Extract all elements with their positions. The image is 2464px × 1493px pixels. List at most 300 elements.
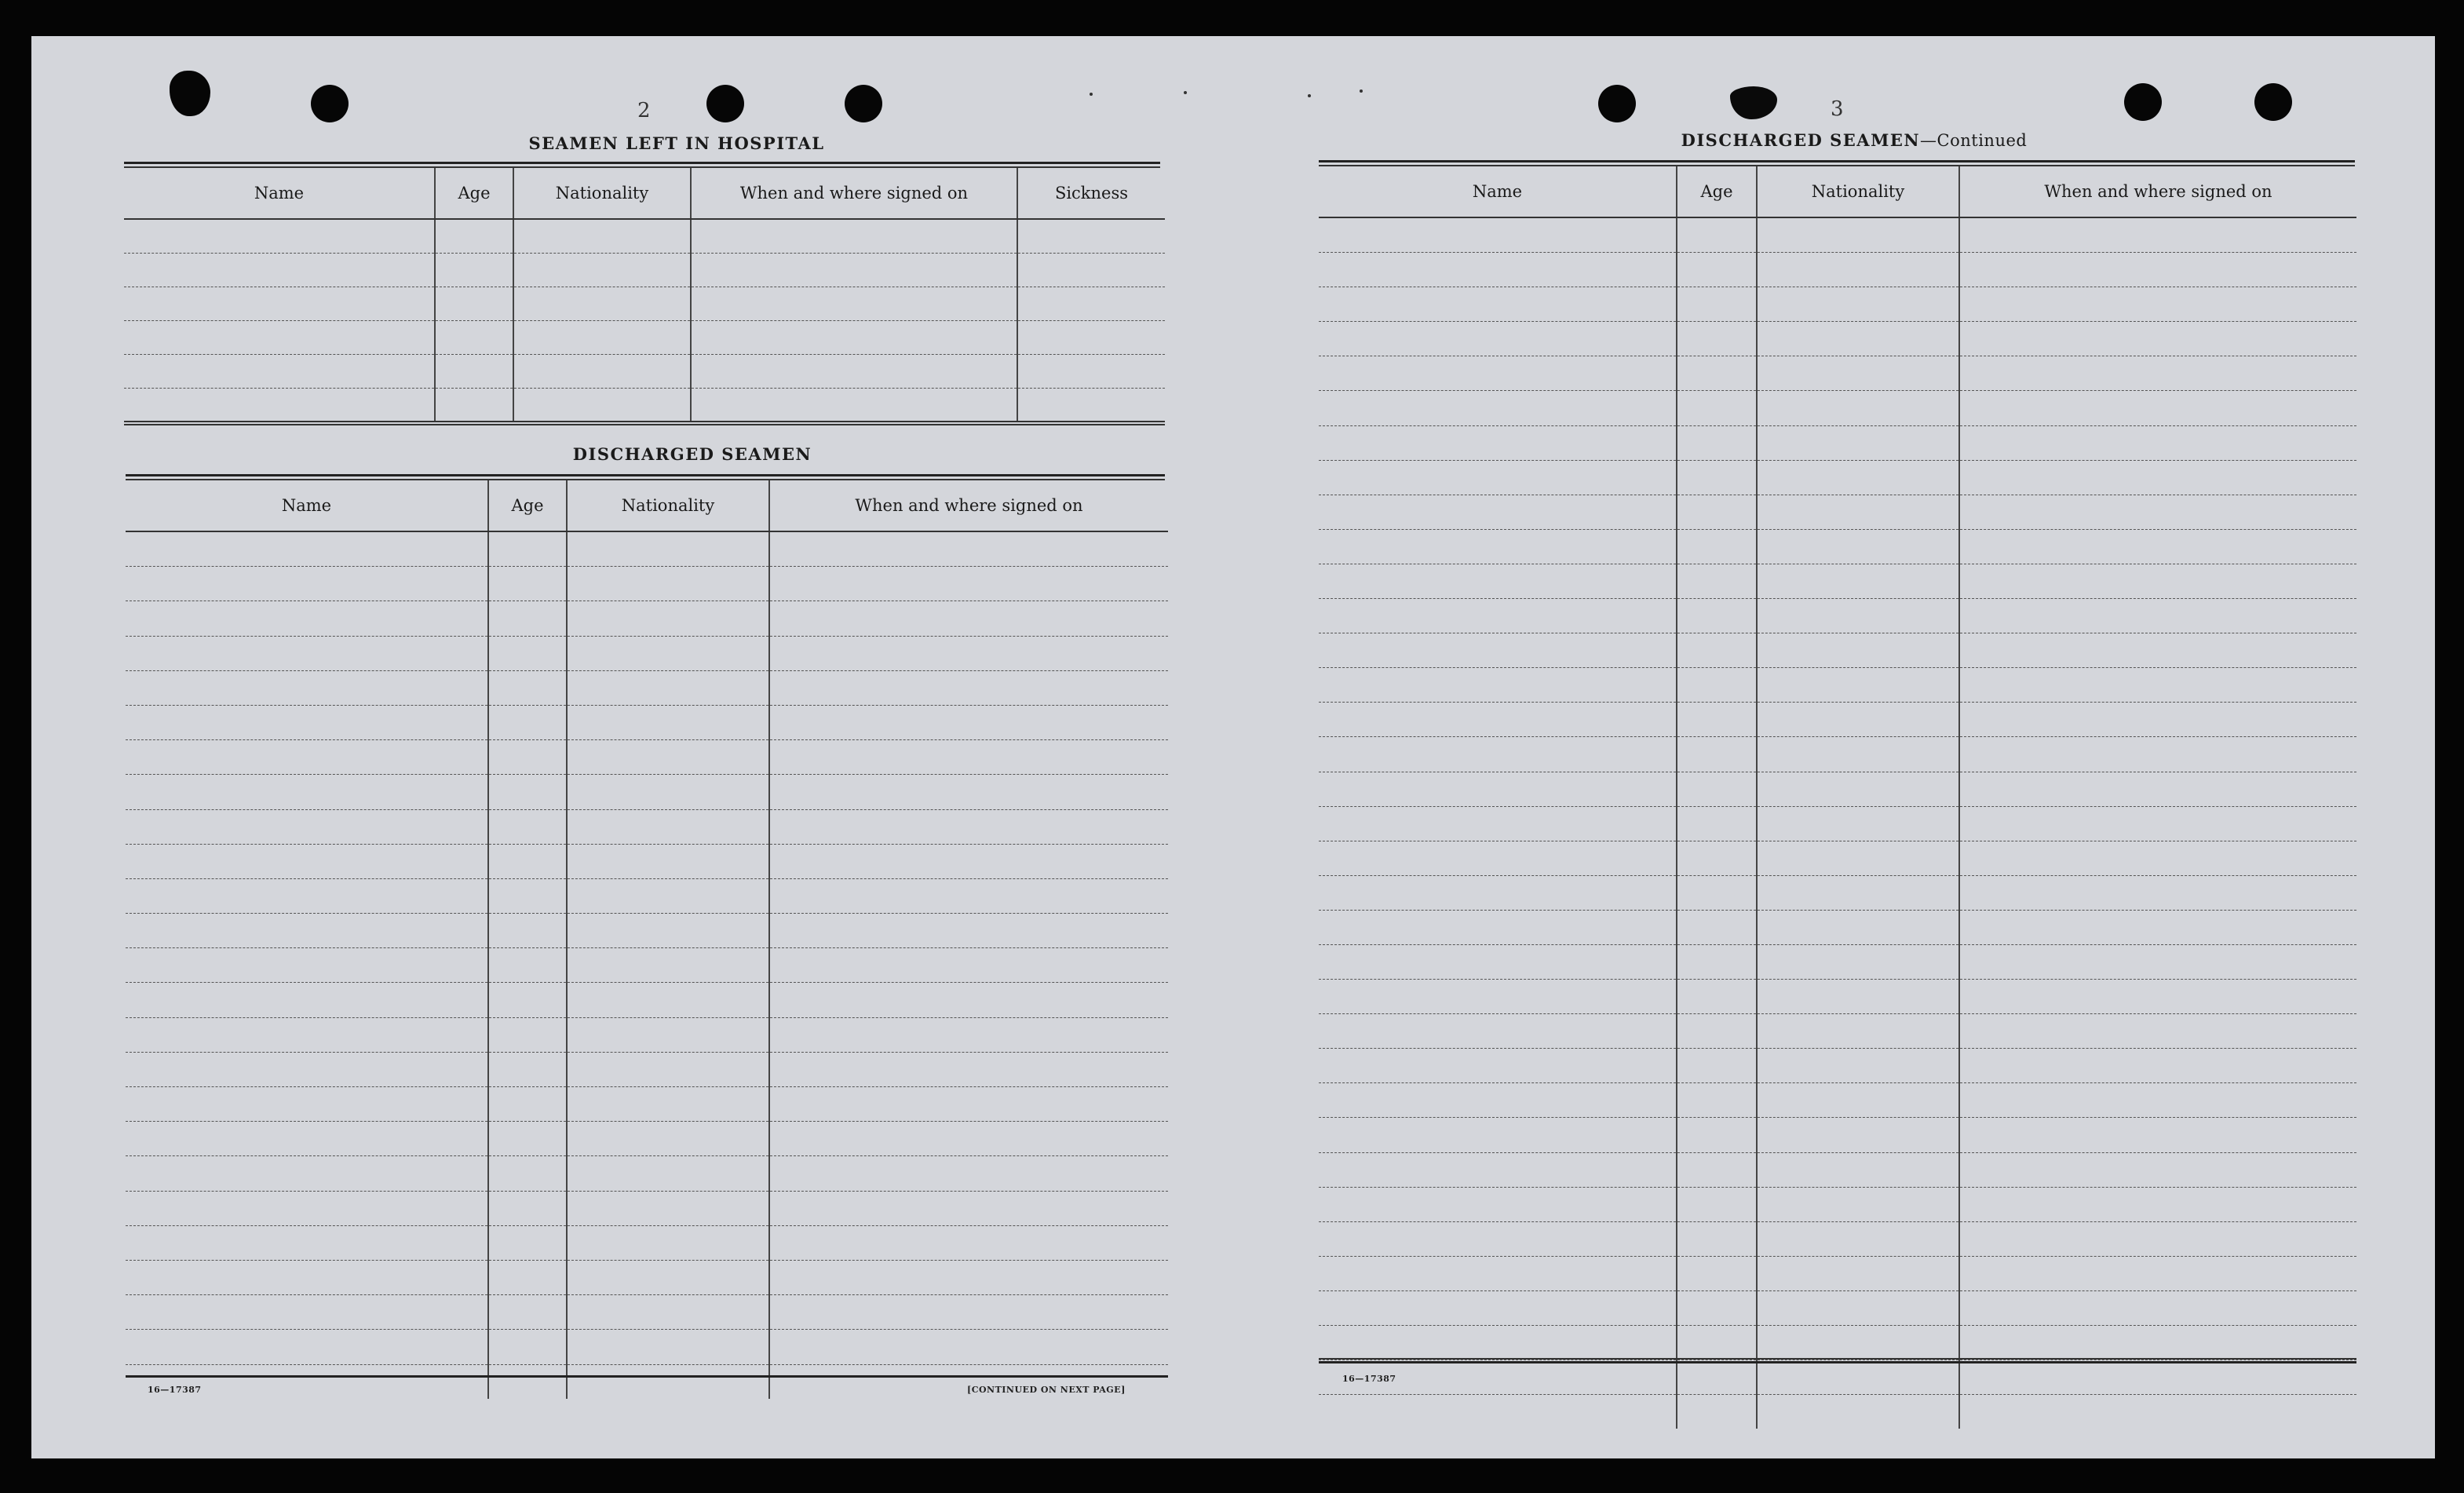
table-cell [488, 914, 567, 948]
table-cell [1319, 1014, 1677, 1049]
table-row [126, 1156, 1168, 1191]
table-cell [769, 914, 1168, 948]
table-cell [567, 1225, 769, 1260]
table-cell [488, 1052, 567, 1086]
table-cell [1319, 287, 1677, 322]
table-cell [1319, 944, 1677, 979]
table-cell [1959, 841, 2356, 875]
table-cell [513, 219, 691, 254]
table-cell [435, 219, 513, 254]
table-row [1319, 322, 2356, 356]
table-cell [1959, 1152, 2356, 1187]
table-cell [1677, 1221, 1757, 1256]
table-cell [1017, 287, 1165, 321]
page-number: 2 [637, 99, 651, 122]
table-cell [769, 1225, 1168, 1260]
table-cell [1319, 217, 1677, 253]
table-cell [126, 1087, 488, 1122]
table-row [126, 983, 1168, 1017]
table-cell [1959, 322, 2356, 356]
table-row [126, 775, 1168, 809]
table-row [126, 914, 1168, 948]
table-cell [1319, 1187, 1677, 1221]
table-cell [769, 809, 1168, 844]
table-cell [1677, 495, 1757, 529]
table-cell [567, 983, 769, 1017]
table-cell [126, 775, 488, 809]
punch-hole [1598, 85, 1636, 122]
discharged-continued-table [1319, 166, 2356, 1429]
table-cell [1959, 633, 2356, 668]
table-cell [488, 844, 567, 878]
table-cell [1017, 355, 1165, 389]
table-row [126, 1260, 1168, 1294]
table-cell [1959, 875, 2356, 910]
table-cell [1677, 944, 1757, 979]
table-cell [513, 254, 691, 287]
table-cell [1319, 322, 1677, 356]
table-cell [126, 948, 488, 983]
table-cell [1677, 772, 1757, 806]
table-row [1319, 460, 2356, 495]
table-row [1319, 1049, 2356, 1083]
table-row [1319, 875, 2356, 910]
table-cell [1677, 356, 1757, 391]
table-cell [769, 878, 1168, 913]
table-cell [126, 1017, 488, 1052]
table-cell [567, 1364, 769, 1399]
column-header-age: Age [435, 168, 513, 219]
table-row [1319, 495, 2356, 529]
table-row [1319, 772, 2356, 806]
table-row [1319, 599, 2356, 633]
column-header-name: Name [124, 168, 435, 219]
table-cell [769, 844, 1168, 878]
table-cell [1677, 841, 1757, 875]
table-cell [1319, 1256, 1677, 1290]
table-cell [1319, 564, 1677, 598]
table-cell [126, 809, 488, 844]
table-cell [1757, 287, 1959, 322]
table-cell [567, 1087, 769, 1122]
table-row [1319, 1187, 2356, 1221]
table-cell [1017, 321, 1165, 355]
table-cell [1959, 1221, 2356, 1256]
table-cell [124, 254, 435, 287]
table-cell [1757, 1014, 1959, 1049]
rule [1319, 1361, 2356, 1363]
table-cell [567, 740, 769, 775]
table-cell [488, 1225, 567, 1260]
table-row [1319, 1395, 2356, 1429]
table-cell [1757, 1326, 1959, 1360]
table-cell [769, 1260, 1168, 1294]
table-cell [567, 1017, 769, 1052]
table-cell [435, 287, 513, 321]
punch-hole [170, 71, 210, 116]
table-header-row [126, 480, 1168, 531]
table-cell [769, 567, 1168, 601]
discharged-table [126, 480, 1168, 1399]
table-cell [769, 1156, 1168, 1191]
table-cell [435, 389, 513, 422]
table-cell [1677, 217, 1757, 253]
table-row [126, 1122, 1168, 1156]
table-cell [1959, 425, 2356, 460]
table-cell [1757, 944, 1959, 979]
column-header-age: Age [488, 480, 567, 531]
section-title-discharged: DISCHARGED SEAMEN [572, 444, 812, 464]
table-row [126, 740, 1168, 775]
table-cell [1757, 980, 1959, 1014]
table-row [1319, 668, 2356, 703]
table-cell [769, 601, 1168, 636]
table-row [1319, 391, 2356, 425]
table-row [1319, 287, 2356, 322]
table-cell [567, 844, 769, 878]
table-cell [769, 636, 1168, 670]
table-row [124, 287, 1165, 321]
table-cell [769, 1087, 1168, 1122]
table-cell [1677, 1256, 1757, 1290]
table-cell [124, 321, 435, 355]
table-row [1319, 1221, 2356, 1256]
table-cell [1959, 356, 2356, 391]
table-cell [1757, 356, 1959, 391]
table-cell [126, 914, 488, 948]
table-cell [1757, 391, 1959, 425]
table-cell [1959, 495, 2356, 529]
section-title-discharged-continued [1540, 130, 2168, 150]
section-title-suffix: —Continued [1920, 131, 2028, 150]
table-row [1319, 980, 2356, 1014]
table-cell [1677, 806, 1757, 841]
table-cell [567, 914, 769, 948]
table-cell [124, 355, 435, 389]
table-row [1319, 703, 2356, 737]
table-cell [126, 1295, 488, 1330]
table-row [1319, 1083, 2356, 1118]
table-cell [567, 878, 769, 913]
table-cell [567, 809, 769, 844]
table-cell [567, 1260, 769, 1294]
table-cell [769, 1122, 1168, 1156]
hospital-table-body [124, 219, 1165, 422]
table-cell [1677, 287, 1757, 322]
table-cell [488, 740, 567, 775]
table-row [126, 1087, 1168, 1122]
table-cell [769, 948, 1168, 983]
table-cell [1319, 391, 1677, 425]
table-cell [567, 636, 769, 670]
table-cell [513, 321, 691, 355]
table-row [124, 355, 1165, 389]
table-header-row [1319, 166, 2356, 217]
table-cell [1677, 980, 1757, 1014]
table-cell [1757, 772, 1959, 806]
table-row [1319, 910, 2356, 944]
table-row [1319, 217, 2356, 253]
table-cell [1677, 1326, 1757, 1360]
table-cell [1319, 668, 1677, 703]
table-cell [1757, 1118, 1959, 1152]
table-cell [1319, 1326, 1677, 1360]
table-cell [488, 1260, 567, 1294]
table-row [126, 1295, 1168, 1330]
table-row [124, 219, 1165, 254]
speck [1090, 93, 1093, 96]
table-cell [488, 705, 567, 739]
rule [126, 474, 1165, 476]
table-cell [126, 601, 488, 636]
table-cell [1959, 1256, 2356, 1290]
table-cell [1319, 806, 1677, 841]
table-cell [1959, 737, 2356, 772]
table-cell [1017, 254, 1165, 287]
table-cell [1677, 1360, 1757, 1395]
table-cell [769, 531, 1168, 567]
table-cell [1319, 772, 1677, 806]
table-cell [513, 355, 691, 389]
table-cell [1677, 529, 1757, 564]
table-cell [488, 1156, 567, 1191]
table-cell [1959, 668, 2356, 703]
table-cell [691, 254, 1017, 287]
table-cell [1319, 425, 1677, 460]
table-cell [488, 636, 567, 670]
table-row [1319, 633, 2356, 668]
table-cell [1757, 806, 1959, 841]
punch-hole [1730, 86, 1777, 119]
table-cell [1319, 1221, 1677, 1256]
table-cell [1959, 217, 2356, 253]
table-cell [769, 1295, 1168, 1330]
page-number: 3 [1831, 97, 1844, 121]
table-cell [1677, 875, 1757, 910]
table-cell [1959, 806, 2356, 841]
table-cell [567, 531, 769, 567]
rule [1319, 160, 2355, 162]
table-cell [1319, 460, 1677, 495]
table-cell [567, 1330, 769, 1364]
table-cell [1677, 668, 1757, 703]
table-row [126, 1191, 1168, 1225]
table-cell [567, 775, 769, 809]
table-cell [1757, 633, 1959, 668]
table-cell [769, 1017, 1168, 1052]
form-number: 16—17387 [148, 1385, 202, 1395]
table-cell [1959, 391, 2356, 425]
table-cell [435, 321, 513, 355]
table-row [124, 389, 1165, 422]
table-cell [567, 705, 769, 739]
discharged-continued-table-body [1319, 217, 2356, 1429]
speck [1184, 91, 1187, 94]
rule [126, 1375, 1168, 1378]
table-cell [567, 948, 769, 983]
table-cell [1959, 1083, 2356, 1118]
column-header-age: Age [1677, 166, 1757, 217]
table-row [124, 254, 1165, 287]
column-header-name: Name [1319, 166, 1677, 217]
table-cell [1959, 703, 2356, 737]
table-row [126, 1052, 1168, 1086]
table-cell [1319, 633, 1677, 668]
punch-hole [845, 85, 882, 122]
table-cell [1319, 356, 1677, 391]
table-cell [488, 1364, 567, 1399]
table-row [126, 844, 1168, 878]
table-row [1319, 1152, 2356, 1187]
table-cell [1757, 875, 1959, 910]
table-cell [488, 809, 567, 844]
table-cell [769, 1330, 1168, 1364]
table-row [1319, 529, 2356, 564]
table-cell [126, 878, 488, 913]
table-cell [1319, 1118, 1677, 1152]
table-cell [1319, 1290, 1677, 1325]
table-cell [769, 775, 1168, 809]
table-cell [1677, 1014, 1757, 1049]
table-cell [126, 844, 488, 878]
table-cell [1757, 841, 1959, 875]
table-cell [1677, 322, 1757, 356]
table-row [1319, 1360, 2356, 1395]
table-cell [769, 1191, 1168, 1225]
table-cell [691, 219, 1017, 254]
table-cell [126, 670, 488, 705]
table-cell [1757, 495, 1959, 529]
section-title-hospital: SEAMEN LEFT IN HOSPITAL [528, 133, 825, 153]
table-cell [1319, 875, 1677, 910]
table-cell [691, 355, 1017, 389]
table-cell [126, 1122, 488, 1156]
column-header-nationality: Nationality [1757, 166, 1959, 217]
table-cell [1319, 703, 1677, 737]
table-cell [488, 567, 567, 601]
table-cell [1677, 253, 1757, 287]
column-header-nationality: Nationality [567, 480, 769, 531]
table-row [1319, 806, 2356, 841]
table-cell [1677, 1187, 1757, 1221]
table-cell [1757, 425, 1959, 460]
table-cell [1959, 1290, 2356, 1325]
table-cell [769, 1052, 1168, 1086]
rule [124, 162, 1160, 164]
table-cell [488, 531, 567, 567]
table-cell [1319, 1152, 1677, 1187]
table-cell [1319, 737, 1677, 772]
column-header-sickness: Sickness [1017, 168, 1165, 219]
table-cell [1757, 564, 1959, 598]
table-cell [1757, 322, 1959, 356]
table-cell [1757, 460, 1959, 495]
table-cell [1757, 1360, 1959, 1395]
table-cell [1959, 1049, 2356, 1083]
table-cell [1757, 703, 1959, 737]
continued-note: [CONTINUED ON NEXT PAGE] [967, 1385, 1126, 1395]
rule [1319, 1358, 2356, 1360]
table-row [126, 601, 1168, 636]
table-cell [769, 983, 1168, 1017]
table-row [126, 567, 1168, 601]
table-cell [1677, 391, 1757, 425]
table-row [1319, 737, 2356, 772]
table-cell [1319, 910, 1677, 944]
table-row [1319, 1014, 2356, 1049]
table-cell [1959, 1118, 2356, 1152]
table-row [124, 321, 1165, 355]
table-cell [769, 705, 1168, 739]
table-cell [126, 1052, 488, 1086]
table-cell [1959, 564, 2356, 598]
table-cell [126, 1156, 488, 1191]
table-row [126, 878, 1168, 913]
table-cell [567, 1191, 769, 1225]
column-header-signed-on: When and where signed on [1959, 166, 2356, 217]
table-cell [488, 1330, 567, 1364]
table-row [1319, 425, 2356, 460]
table-cell [126, 740, 488, 775]
table-cell [1959, 1014, 2356, 1049]
table-cell [1757, 253, 1959, 287]
table-cell [1959, 1395, 2356, 1429]
table-cell [1319, 1395, 1677, 1429]
table-row [126, 1017, 1168, 1052]
table-cell [1677, 460, 1757, 495]
table-cell [488, 1191, 567, 1225]
table-cell [567, 1156, 769, 1191]
table-cell [488, 983, 567, 1017]
hospital-table [124, 168, 1165, 422]
table-cell [769, 670, 1168, 705]
table-row [1319, 356, 2356, 391]
table-cell [1959, 910, 2356, 944]
table-cell [1959, 944, 2356, 979]
table-cell [126, 1330, 488, 1364]
table-row [126, 670, 1168, 705]
table-cell [1319, 599, 1677, 633]
column-header-signed-on: When and where signed on [769, 480, 1168, 531]
table-cell [1959, 460, 2356, 495]
table-cell [488, 775, 567, 809]
table-cell [126, 636, 488, 670]
table-cell [1959, 1187, 2356, 1221]
table-cell [1677, 703, 1757, 737]
table-row [126, 1330, 1168, 1364]
discharged-table-body [126, 531, 1168, 1399]
table-cell [1959, 253, 2356, 287]
table-row [126, 705, 1168, 739]
table-cell [1757, 737, 1959, 772]
table-cell [1757, 1221, 1959, 1256]
table-cell [1677, 1118, 1757, 1152]
table-cell [1319, 980, 1677, 1014]
column-header-signed-on: When and where signed on [691, 168, 1017, 219]
table-cell [126, 705, 488, 739]
table-cell [1677, 910, 1757, 944]
form-number: 16—17387 [1342, 1374, 1396, 1384]
table-row [1319, 1326, 2356, 1360]
table-row [1319, 1256, 2356, 1290]
table-cell [126, 567, 488, 601]
table-cell [691, 321, 1017, 355]
table-cell [124, 389, 435, 422]
table-cell [567, 670, 769, 705]
table-cell [567, 567, 769, 601]
table-cell [769, 740, 1168, 775]
table-cell [488, 670, 567, 705]
